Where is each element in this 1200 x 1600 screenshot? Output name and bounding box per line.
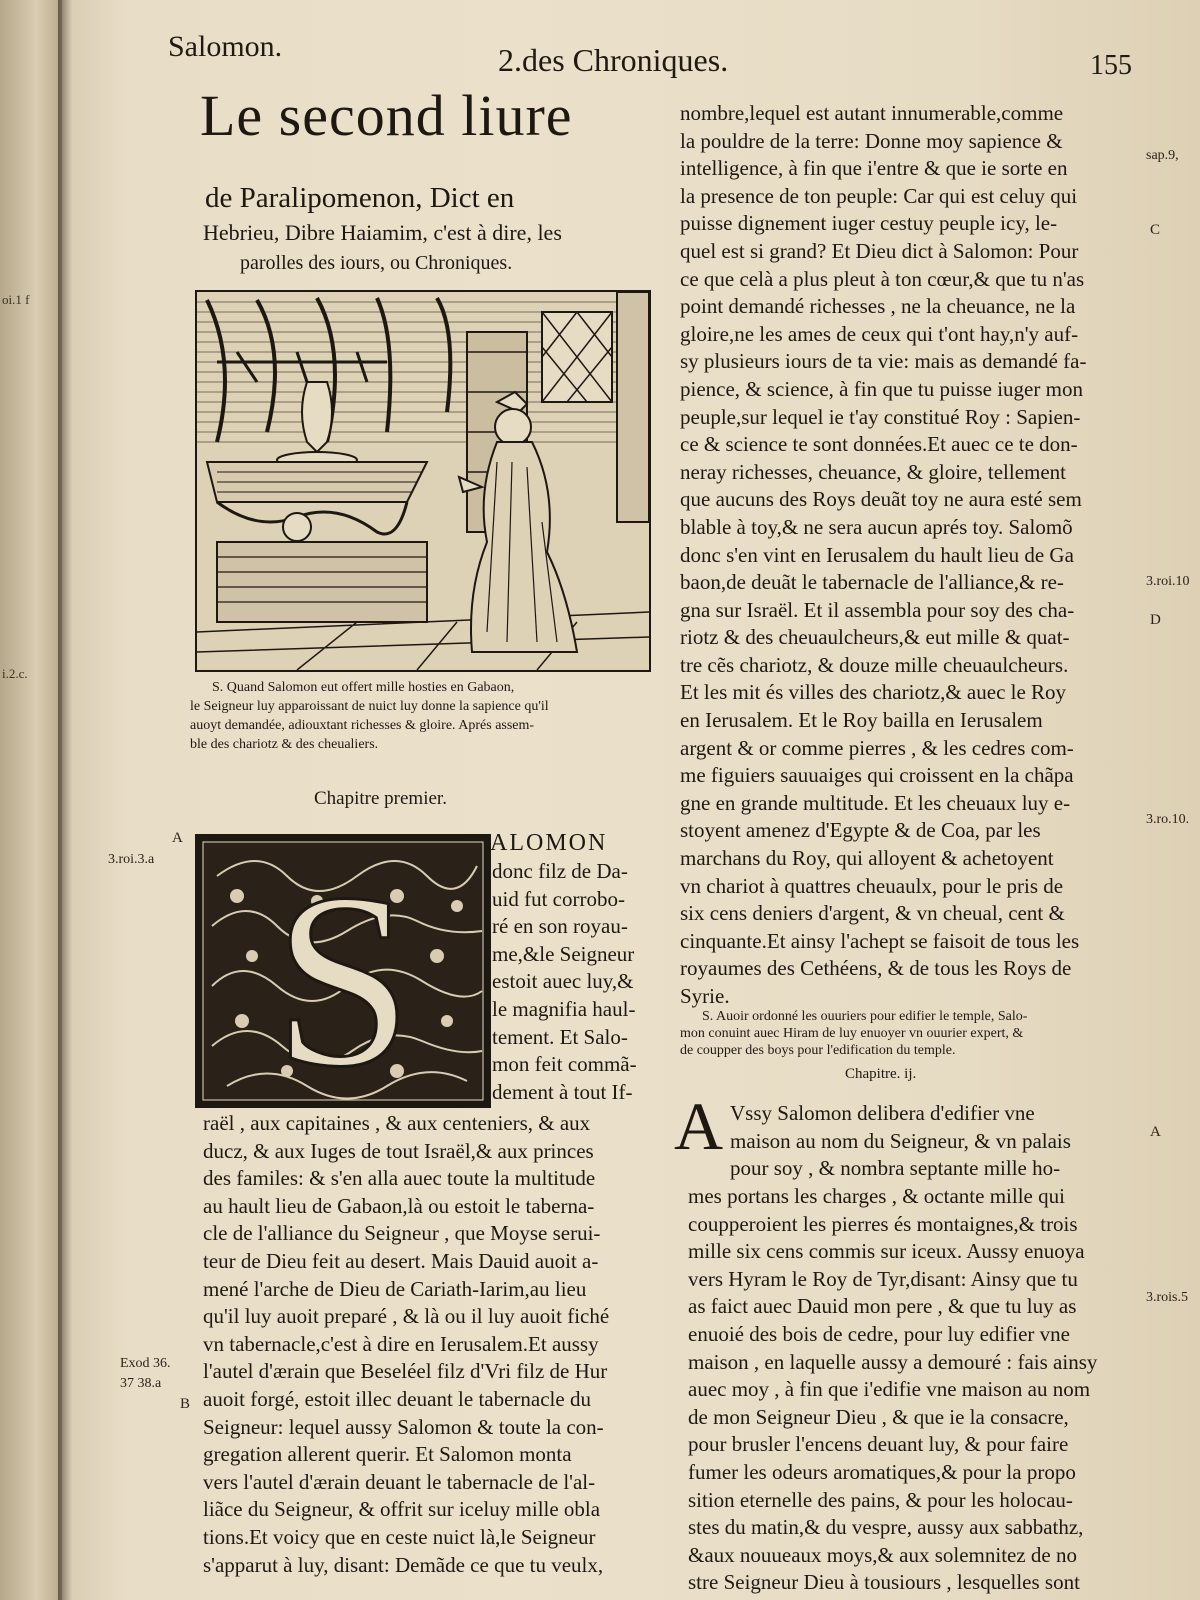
text-line: cle de l'alliance du Seigneur , que Moyse serui- [203,1221,601,1246]
text-line: pience, & science, à fin que tu puisse iuger mon [680,376,1083,401]
text-line: stes du matin,& du vespre, aussy aux sabbathz, [688,1515,1084,1540]
decorated-initial-s [195,834,491,1108]
illustration-caption [190,678,650,754]
woodcut-illustration [195,290,651,672]
text-line: neray richesses, cheuance, & gloire, tellement [680,459,1066,484]
text-line: tement. Et Salo- [492,1024,628,1049]
previous-page-margin-note: oi.1 f [2,292,30,307]
text-line: Et les mit és villes des chariotz,& auec le Roy [680,680,1067,705]
margin-reference: Exod 36. [120,1356,171,1371]
caption-line: S. Quand Salomon eut offert mille hosties en Gabaon, [212,680,515,695]
text-line: auoit forgé, estoit illec deuant le tabernacle du [203,1386,591,1411]
text-line: au hault lieu de Gabaon,là ou estoit le taberna- [203,1193,595,1218]
margin-reference: 3.roi.3.a [108,852,155,867]
text-line: sition eternelle des pains, & pour les holocau- [688,1487,1073,1512]
text-line: coupperoient les pierres és montaignes,& trois [688,1211,1078,1236]
text-line: uid fut corrobo- [492,886,625,911]
text-line: tions.Et voicy que en ceste nuict là,le Seigneur [203,1524,596,1549]
text-line: tre cẽs chariotz, & douze mille cheuaulcheurs. [680,652,1069,677]
right-column-text [680,100,1086,1011]
book-subtitle-line: de Paralipomenon, Dict en [205,182,515,214]
text-line: riotz & des cheuaulcheurs,& eut mille & quat- [680,625,1070,650]
book-subtitle-line: parolles des iours, ou Chroniques. [240,252,513,274]
text-line: la presence de ton peuple: Car qui est celuy qui [680,183,1078,208]
margin-reference: 3.rois.5 [1146,1290,1188,1305]
text-line: cinquante.Et ainsy l'achept se faisoit de tous les [680,928,1080,953]
text-line: argent & or comme pierres , & les cedres com- [680,735,1074,760]
margin-section-letter: D [1150,612,1161,628]
chapter-summary-caption [680,1008,1140,1059]
text-line: baon,de deuãt le tabernacle de l'alliance,& re- [680,570,1064,595]
book-subtitle-line: Hebrieu, Dibre Haiamim, c'est à dire, les [203,220,562,245]
text-line: intelligence, à fin que i'entre & que ie sorte en [680,156,1068,181]
text-line: royaumes des Cethéens, & de tous les Roys de [680,956,1072,981]
text-line: stre Seigneur Dieu à tousiours , lesquelles sont [688,1570,1080,1595]
text-line: point demandé richesses , ne la cheuance, ne la [680,294,1076,319]
text-line: mes portans les charges , & octante mille qui [688,1184,1065,1208]
right-column-chapter2 [688,1183,1097,1597]
initial-letter-a: A [674,1088,724,1164]
text-line: vers Hyram le Roy de Tyr,disant: Ainsy que tu [688,1266,1078,1291]
margin-reference: sap.9, [1146,148,1179,163]
page-gutter-shadow [58,0,72,1600]
text-line: que aucuns des Roys deuãt toy ne aura esté sem [680,487,1082,512]
margin-section-letter: A [172,830,183,846]
text-line: me figuiers sauuaiges qui croissent en la chãpa [680,763,1074,788]
left-column-beside-initial [492,858,637,1106]
caption-line: auoyt demandée, adiouxtant richesses & gloire. Aprés assem- [190,718,535,733]
text-line: l'autel d'ærain que Beseléel filz d'Vri filz de Hur [203,1359,608,1384]
text-line: blable à toy,& ne sera aucun aprés toy. Salomõ [680,514,1073,539]
text-line: quel est si grand? Et Dieu dict à Salomon: Pour [680,238,1079,263]
text-line: estoit auec luy,& [492,969,634,994]
text-line: as faict auec Dauid mon pere , & que tu luy as [688,1294,1077,1319]
text-line: la pouldre de la terre: Donne moy sapience & [680,128,1063,153]
text-line: Syrie. [680,984,730,1008]
margin-reference: 3.ro.10. [1146,812,1190,827]
text-line: six cens deniers d'argent, & vn cheual, cent & [680,901,1065,926]
text-line: vn chariot à quattres cheuaulx, pour le pris de [680,873,1064,898]
text-line: maison au nom du Seigneur, & vn palais [730,1128,1071,1153]
text-line: mille six cens commis sur iceux. Aussy enuoya [688,1239,1085,1264]
text-line: puisse dignement iuger cestuy peuple icy, le- [680,211,1058,236]
text-line: raël , aux capitaines , & aux centeniers, & aux [203,1111,591,1135]
text-line: de mon Seigneur Dieu , & que ie la consacre, [688,1404,1069,1429]
text-line: peuple,sur lequel ie t'ay constitué Roy : Sapien- [680,404,1081,429]
margin-section-letter: B [180,1396,191,1412]
chapter-heading: Chapitre. ij. [845,1066,917,1082]
text-line: donc filz de Da- [492,859,628,883]
caption-line: le Seigneur luy apparoissant de nuict luy donne la sapience qu'il [190,699,549,714]
text-line: me,&le Seigneur [492,941,635,966]
running-header-left: Salomon. [168,30,283,63]
text-line: gna sur Israël. Et il assembla pour soy des cha- [680,597,1075,622]
text-line: gregation allerent querir. Et Salomon monta [203,1442,572,1467]
page-number: 155 [1090,50,1132,81]
dropcap-letter: S [273,842,413,1106]
caption-line: mon conuint auec Hiram de luy enuoyer vn ouurier expert, & [680,1026,1024,1041]
text-line: ce que celà a plus pleut à ton cœur,& que tu n'as [680,266,1085,291]
text-line: ducz, & aux Iuges de tout Israël,& aux princes [203,1138,594,1163]
right-column-chapter2-indented [730,1155,1060,1183]
text-line: vn tabernacle,c'est à dire en Ierusalem.Et aussy [203,1331,599,1356]
previous-page-margin-note: i.2.c. [2,666,28,681]
floral-ornament-icon [197,836,489,1106]
right-column-chapter2-indented [730,1100,1071,1155]
text-line: mené l'arche de Dieu de Cariath-Iarim,au lieu [203,1276,587,1301]
text-line: ce & science te sont données.Et auec ce te don- [680,432,1078,457]
running-header-center: 2.des Chroniques. [498,42,729,78]
text-line: ré en son royau- [492,914,628,939]
text-line: stoyent amenez d'Egypte & de Coa, par les [680,818,1041,843]
text-line: marchans du Roy, qui alloyent & achetoyent [680,846,1054,871]
text-line: mon feit commã- [492,1052,637,1077]
previous-page-edge [0,0,66,1600]
text-line: sy plusieurs iours de ta vie: mais as demandé fa- [680,349,1087,374]
text-line: Seigneur: lequel aussy Salomon & toute la con- [203,1414,604,1439]
book-title: Le second liure [200,83,573,148]
caption-line: ble des chariotz & des cheualiers. [190,737,379,752]
text-line: liãce du Seigneur, & offrit sur iceluy mille obla [203,1497,601,1522]
text-line: &aux nouueaux moys,& aux solemnitez de no [688,1542,1078,1567]
text-line: donc s'en vint en Ierusalem du hault lieu de Ga [680,542,1074,567]
chapter-heading: Chapitre premier. [314,788,447,809]
text-line: qu'il luy auoit preparé , & là ou il luy auoit fiché [203,1304,610,1329]
text-line: teur de Dieu feit au desert. Mais Dauid auoit a- [203,1248,599,1273]
text-line: enuoié des bois de cedre, pour luy edifier vne [688,1321,1070,1346]
margin-reference: 3.roi.10 [1146,574,1190,589]
text-line: des familes: & s'en alla auec toute la multitude [203,1166,596,1191]
text-line: nombre,lequel est autant innumerable,comme [680,101,1064,125]
text-line: auec moy , à fin que i'edifie vne maison au nom [688,1377,1091,1402]
text-line: dement à tout If- [492,1079,633,1104]
text-line: pour brusler l'encens deuant luy, & pour faire [688,1432,1069,1457]
text-line: vers l'autel d'ærain deuant le tabernacle de l'al- [203,1469,596,1494]
caption-line: de coupper des boys pour l'edification du temple. [680,1043,956,1058]
text-line: maison , en laquelle aussy a demouré : fais ainsy [688,1349,1098,1374]
text-line: pour soy , & nombra septante mille ho- [730,1156,1061,1180]
woodcut-solomon-praying-image [197,292,649,670]
text-line: le magnifia haul- [492,996,636,1021]
text-line: s'apparut à luy, disant: Demãde ce que tu veulx, [203,1552,604,1577]
text-line: gne en grande multitude. Et les cheuaux luy e- [680,790,1071,815]
margin-reference: 37 38.a [120,1376,162,1391]
margin-section-letter: A [1150,1124,1161,1140]
text-line: en Ierusalem. Et le Roy bailla en Ierusalem [680,708,1043,733]
margin-section-letter: C [1150,222,1161,238]
caption-line: S. Auoir ordonné les ouuriers pour edifier le temple, Salo- [702,1009,1028,1024]
text-line: gloire,ne les ames de ceux qui t'ont hay,n'y auf- [680,321,1079,346]
text-line: fumer les odeurs aromatiques,& pour la propo [688,1459,1076,1484]
opening-word: ALOMON [490,830,608,856]
left-column-text [203,1110,609,1579]
text-line: Vssy Salomon delibera d'edifier vne [730,1101,1035,1125]
